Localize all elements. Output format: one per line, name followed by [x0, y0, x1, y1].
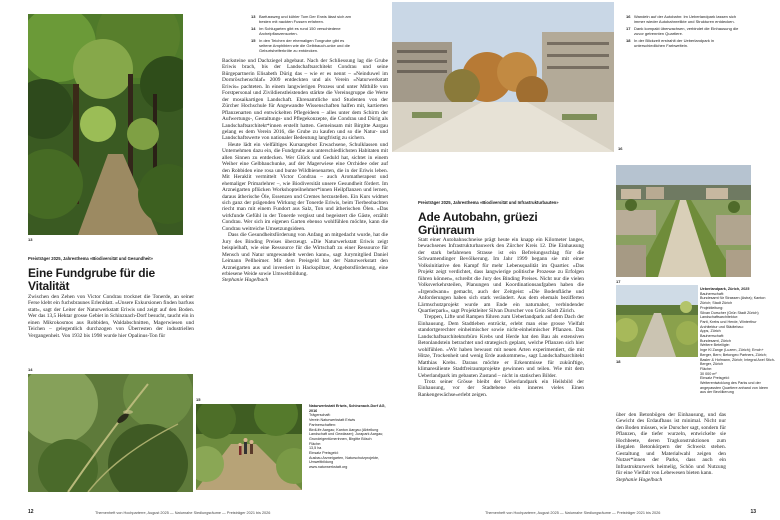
page-number-left: 12	[28, 509, 34, 515]
article-body-column-2	[616, 412, 726, 483]
figure-number-13: 13	[28, 237, 33, 242]
caption-text: Barfussweg und kühler Tom Der Erwis lässt sich am besten mit nackten Fussen erfahren.	[259, 14, 351, 25]
factbox-value: BirdLife Aargau; Kanton Aargau (Abteilung Landschaft und Gewässer); Jurapark Aargau; Grundeigentümerinnen, Birgitte Bösch	[309, 427, 384, 441]
factbox-label: Fläche:	[700, 366, 713, 371]
aerial-highway-park-photo	[616, 165, 751, 277]
factbox-label: Fläche:	[309, 441, 322, 446]
factbox-row	[700, 315, 775, 324]
caption-number: 14	[251, 25, 256, 31]
factbox-row	[309, 423, 387, 442]
caption-number: 15	[251, 37, 256, 43]
factbox-value: Verein Naturwerkstatt Eriwis	[309, 418, 356, 423]
factbox-row	[700, 292, 775, 306]
factbox-row	[700, 376, 775, 395]
factbox-value: Bundesamt für Strassen (Astra); Kanton Zürich; Stadt Zürich	[700, 296, 766, 306]
author-name: Stephanie Hagelbach	[616, 476, 663, 483]
body-paragraph: Trotz seiner Grösse bleibt der Ueberlandpark ein Heilsbild der Einhausung, vor der Stadtebene ein inneres vieles Einen Rankengewächse»erlebt zeigen.	[418, 378, 584, 398]
caption-14	[251, 26, 351, 36]
project-factbox	[309, 404, 387, 470]
photo-captions	[626, 14, 741, 50]
factbox-label: Architektur und Städtebau:	[700, 324, 744, 329]
caption-text: In den Teichen der ehemaligen Tongrube gibt es seltene Amphibien wie die Gelbbauch-unke und die Geburtshelferkröte zu entdecken.	[259, 37, 350, 54]
caption-text: In der Blickzeit erstrahlt der Ueberlandpark in unterschiedlichen Farbweltein.	[634, 37, 715, 49]
factbox-row	[309, 465, 387, 470]
factbox-title: Ueberlandpark, Zürich, 2025	[700, 287, 750, 291]
factbox-label: Bauherrschaft:	[700, 334, 724, 339]
page-number-right: 13	[750, 509, 756, 515]
factbox-value: 13,5 ha	[309, 446, 322, 451]
body-paragraph: Treppen, Lifte und Rampen führen zum Ueberlandpark auf dem Dach der Einhausung. Dem Stadtleben entrückt, erlebt man eine grosse Vielfalt standortgerechter einheimischer sowie nicht-einheimischer Pflanzen. Das Landschaftsarchitekturbüro Krebs und Herde hat den Bau als extensiven Betonlandstein betrachtet und strategisch geplant, welche Pflanzen sich hier wohlfühlen. «Wir haben bewusst mit neuen Arten experimentiert, die mit Hitze, Trockenheit und wenig Erde auskommen», sagt Landschaftsarchitekt Matthias Krebs. Daraus möchte er Erkenntnisse für zukünftige, klimaresiliente Stadtfreiraumprojekte gewinnen und teilen. Wie mit dem Ueberlandpark im gebauten Zustand – nicht in statischen Bilder.	[418, 314, 584, 379]
body-paragraph: über den Betonbögen der Einhausung, und das Gewicht des Erdaufbaus ist minimal. Nicht nur den Boden müssen, wie Durscher sagt, sondern für Pflanzen, die tiefer wurzeln, entwickelte sie Hochbeete, deren Tragkonstruktionen zum illegalen Betonkörpern der Schweiz stehen. Gestaltung und Materialwahl zeigen den Nutzer*innen der Parks, dass auch ein Infrastrukturwerk heimelig, Schön und Nutzung für eine Vielfalt von Lebewesen bieten kann.	[616, 412, 726, 477]
figure-number-18: 18	[616, 359, 621, 364]
caption-text: Dank kompakt überwachsen, verbindet die Einhausung die zuvor getrennten Quartiere.	[634, 25, 739, 37]
factbox-row	[700, 334, 775, 343]
meadow-walkway-photo	[616, 285, 698, 357]
caption-number: 18	[626, 37, 631, 43]
body-paragraph: Dass die Gesundheitsförderung von Anfang an mitgedacht wurde, hat die Jury des Binding Preises überzeugt. «Die Naturwerkstatt Eriwis zeigt beispielhaft, wie eine Ressource für die Wirtschaft zu einer Ressource für Mensch und Natur umgewandelt werden kann», sagt Jurymitglied Daniel Leimann Pellheimer. Mit dem Preisgeld hat der Naturwerkstatt den Arzneigarten aus und investiert in Hackspiltzer, Angebotsförderung, eine erbiesene Weide sowie Umweltbildung.	[222, 232, 388, 277]
factbox-row	[309, 442, 387, 451]
right-page	[390, 0, 780, 520]
factbox-label: Bauherrschaft:	[700, 291, 724, 296]
factbox-value: 30 000 m²	[700, 371, 717, 376]
caption-text: Wandeln auf der Autobahn: Im Ueberlandpark lassen sich immer wieder Autobahnrelikte und Strukturen entdecken.	[634, 14, 737, 25]
article-headline: Eine Fundgrube für die Vitalität	[28, 266, 155, 293]
factbox-row	[700, 367, 775, 376]
figure-number-14: 14	[28, 367, 33, 372]
caption-13	[251, 14, 351, 24]
factbox-link: www.naturwerkstatt.org	[309, 465, 348, 470]
factbox-row	[309, 451, 387, 465]
caption-16	[626, 14, 741, 24]
caption-17	[626, 26, 741, 36]
caption-number: 16	[626, 14, 631, 19]
factbox-label: Einsatz Preisgeld:	[700, 376, 730, 381]
insect-on-stem-photo	[28, 374, 193, 492]
project-factbox	[700, 287, 775, 395]
photo-captions	[251, 14, 351, 55]
figure-number-16: 16	[618, 146, 623, 151]
figure-number-17: 17	[616, 279, 621, 284]
caption-number: 13	[251, 14, 256, 19]
caption-15	[251, 38, 351, 54]
factbox-label: Trägerschaft:	[309, 413, 331, 418]
factbox-value: Parti, Krebs und Herde, Winterthur	[700, 319, 757, 324]
page-footer-right: Themenheft von Hochparterre, August 2025 — Naturnahe Siedlungsräume — Preisträger 2021 bis 2026	[485, 511, 661, 515]
caption-18	[626, 38, 741, 48]
factbox-row	[700, 325, 775, 334]
article-headline: Ade Autobahn, grüezi Grünraum	[418, 210, 538, 237]
factbox-label: Projektleitung:	[700, 305, 724, 310]
factbox-label: Partnerschaften:	[309, 422, 337, 427]
factbox-value: Silvan Durscher (Grün Stadt Zürich)	[700, 310, 759, 315]
factbox-row	[309, 413, 387, 422]
body-paragraph: Heute lädt ein vielfältiges Kursangebot Erwachsene, Schulklassen und Unternehmen dazu ein, die Fundgrube aus unterschiedlichsten Habitaten mit allen Sinnen zu entdecken. Wer Glück und Geduld hat, sichtet in einem Weiher eine Gelbbauchunke, auf der Magerwiese eine Orchidee oder auf den Robbiden eine rosa und bunte Wildbienenarten, die in der Eriwis leben. Mit Heraklit vermittelt Victor Condrau – auch Aromatherapeut und ehemaliger Primarlehrer –, wie Biodiversität unsere Gesundheit fördert. Im Arzneigarten pflücken Workshopteilnehmer*innen Heilpflanzen und lernen, daraus ätherische Öle, Essenzen und Cremes herzustellen. Ein Kurs widmet sich ganz der prägenden Wirkung der Tonerde Eriwis, beim Tierbeobachten riecht man mit einem Fundort aus Salz, Ton und ätherischen Ölen. «Das wirkfunde Gefühl in der Tonerde vergisst und begeistert die Gäste, erzählt Condrau. Wer sich im eigenen Garten ebenso wohlfühlen möchte, kann die Condrau weitreiche Umsetzungsideen.	[222, 141, 388, 232]
factbox-value: Weiterentwicklung des Parks und der angepassten Quartiere anhand von Ideen aus der Bevölkerung	[700, 381, 769, 395]
caption-number: 17	[626, 25, 631, 31]
factbox-row	[700, 343, 775, 367]
author-name: Stephanie Hagelbach	[222, 277, 269, 284]
factbox-label: Landschaftsarchitektur:	[700, 315, 739, 320]
factbox-row	[700, 306, 775, 315]
factbox-value: Apps, Zürich	[700, 329, 721, 334]
forest-path-photo	[28, 14, 183, 235]
article-body-column-1	[28, 294, 194, 339]
park-buildings-photo	[392, 2, 614, 152]
factbox-value: Bundesamt, Zürich	[700, 338, 731, 343]
figure-number-15: 15	[196, 397, 201, 402]
article-kicker: Preisträger 2025, Jahresthema «Biodiversität und Infrastrukturbauten»	[418, 200, 559, 205]
article-body-column-1	[418, 237, 584, 398]
page-footer-left: Themenheft von Hochparterre, August 2025 — Naturnahe Siedlungsräume — Preisträger 2021 bis 2026	[95, 511, 271, 515]
article-kicker: Preisträger 2025, Jahresthema «Biodiversität und Gesundheit»	[28, 256, 153, 261]
body-paragraph: Statt einer Autobahnschneise prägt heute ein knapp ein Kilometer langes, bewachsenes Infrastrukturbauwerk den Zürcher Kreis 12. Die Einhausung der stark befahrenen Strasse ist ein Befreiungsschlag für die Schwamendinger Bevölkerung. Im Jahr 1999 begann sie mit einer Volksinitiative den Kampf für mehr Lebensqualität im Quartier. «Das Projekt zeigt verdichtet, dass langwierige politische Prozesse zu Erfolgen führen können», schreibt die Jury des Binding Preises. Nicht nur die vielen Volksverkehrsteilen, Planungen und Koordinationsaufgaben haben die «Irgendwann» gemacht, auch der Zeitgeist: «Die Bodenfläche und Anforderungen haben sich stark verändert. Aus dem ehemals bezifferten Lärmschutzprojekt wurde am Ende ein naturnaher, verbindender Quartierpark», sagt Projektleiter Silvan Durscher von Grün Stadt Zürich.	[418, 237, 584, 314]
meadow-path-photo	[196, 404, 302, 490]
factbox-label: Einsatz Preisgeld:	[309, 451, 339, 456]
factbox-label: Weitere Beteiligte:	[700, 343, 730, 348]
factbox-title: Naturwerkstatt Eriwis, Schinznach-Dorf AG, 2016	[309, 404, 386, 413]
factbox-value: Ausbau Arzneigarten, Naturschutzprojekte, Umweltbildung	[309, 455, 380, 465]
factbox-value: Inge Kl Zange (Luzern, Zürich); Emch+ Berger, Bern; Betongeo Partners, Zürich; Basler & Hofmann, Zürich; Integral Axel Stich-Berger, Zürich	[700, 348, 776, 367]
article-body-column-2	[222, 58, 388, 284]
body-paragraph: Backsteine und Dachziegel abgebaut. Nach der Schliessung lag die Grube Eriwis brach, bis der Landschaftsarchitekt Condrau und seine Bürgepartnerin Elisabeth Dürig das – wie er es nennt – «Neinduwel im Dornröschenschlaf» 2009 entdeckten und als Verein «Naturwerkstatt Eriwis» pachteten. In einem langwierigen Prozess und unter Mithilfe von Forstpersonal und Zivildienstleistenden stärkte die Vereinsgruppe die Werte der mosaikartigen Landschaft. Ehrenamtliche und Studenten von der Zürcher Hochschule für Angewandte Wissenschaften halfen mit, kartierten Pflanzenarten und entwickelten Pflegeideen – alles unter dem Schirm der Aufwertungs-, Gestaltungs- und Pflegekonzepte, die Condrau und Dürig als Landschaftsarchitekt*innen erstellt hatten. Gemeinsam mit Birgitte Aargau gelang es dem Verein 2016, die Grube zu kaufen und so die Natur- und Landschaftswerte von nationaler Bedeutung langfristig zu sichern.	[222, 58, 388, 142]
caption-text: Im Schlugarten gibt es rund 150 verschiedene Archeipflanzensorten.	[259, 25, 341, 37]
body-paragraph: Zwischen den Zehen von Victor Condrau trocknet die Tonerde, an seiner Ferse klebt ein fuchsbraunes Erlenblatt. «Unsere Exkursionen finden barfuss statt», sagt der Leiter der Naturwerkstatt Eriwis und zeigt auf den Boden. Wer das 13,5 Hektar grosse Gebiet in Schinznach-Dorf besucht, taucht ein in einen Mikrokosmos aus Robbiden, Waldabschnitten, Magerwiesen und Teichen – gelegentlich durchzogen von Überresten der industriellen Vergangenheit. Von 1932 bis 1998 wurde hier Opalinus-Ton für	[28, 294, 194, 339]
